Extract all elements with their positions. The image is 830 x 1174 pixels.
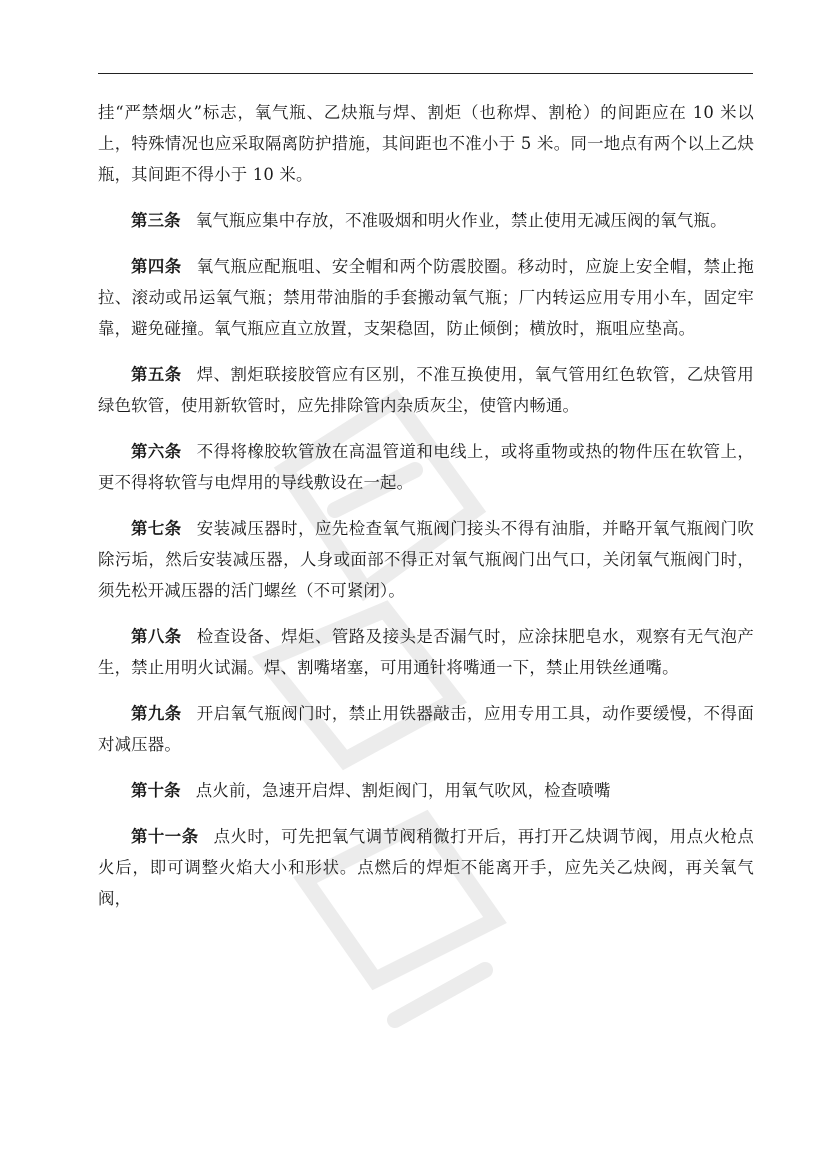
article-3: [98, 205, 754, 236]
article-7: [98, 513, 754, 606]
article-10: [98, 775, 754, 806]
article-text: 不得将橡胶软管放在高温管道和电线上，或将重物或热的物件压在软管上，更不得将软管与电焊用的导线敷设在一起。: [98, 442, 754, 492]
article-6: [98, 436, 754, 498]
article-text: 开启氧气瓶阀门时，禁止用铁器敲击，应用专用工具，动作要缓慢，不得面对减压器。: [98, 704, 754, 754]
article-text: 氧气瓶应配瓶咀、安全帽和两个防震胶圈。移动时，应旋上安全帽，禁止拖拉、滚动或吊运氧气瓶；禁用带油脂的手套搬动氧气瓶；厂内转运应用专用小车，固定牢靠，避免碰撞。氧气瓶应直立放置，支架稳固，防止倾倒；横放时，瓶咀应垫高。: [98, 257, 754, 338]
article-number: 第十条: [131, 781, 181, 800]
article-number: 第七条: [131, 519, 182, 538]
article-text: 安装减压器时，应先检查氧气瓶阀门接头不得有油脂，并略开氧气瓶阀门吹除污垢，然后安装减压器，人身或面部不得正对氧气瓶阀门出气口，关闭氧气瓶阀门时，须先松开减压器的活门螺丝（不可紧闭）。: [98, 519, 754, 600]
document-body: [98, 97, 754, 929]
article-number: 第五条: [131, 365, 182, 384]
article-text: 检查设备、焊炬、管路及接头是否漏气时，应涂抹肥皂水，观察有无气泡产生，禁止用明火试漏。焊、割嘴堵塞，可用通针将嘴通一下，禁止用铁丝通嘴。: [98, 627, 754, 677]
article-number: 第四条: [131, 257, 182, 276]
article-number: 第九条: [131, 704, 182, 723]
article-11: [98, 821, 754, 914]
article-9: [98, 698, 754, 760]
article-text: 点火前，急速开启焊、割炬阀门，用氧气吹风，检查喷嘴: [195, 781, 611, 800]
article-4: [98, 251, 754, 344]
article-number: 第八条: [131, 627, 182, 646]
article-number: 第十一条: [131, 827, 199, 846]
article-number: 第六条: [131, 442, 182, 461]
article-text: 氧气瓶应集中存放，不准吸烟和明火作业，禁止使用无减压阀的氧气瓶。: [195, 211, 727, 230]
article-text: 焊、割炬联接胶管应有区别，不准互换使用，氧气管用红色软管，乙炔管用绿色软管，使用新软管时，应先排除管内杂质灰尘，使管内畅通。: [98, 365, 754, 415]
article-number: 第三条: [131, 211, 181, 230]
article-text: 点火时，可先把氧气调节阀稍微打开后，再打开乙炔调节阀，用点火枪点火后，即可调整火焰大小和形状。点燃后的焊炬不能离开手，应先关乙炔阀，再关氧气阀，: [98, 827, 754, 908]
article-8: [98, 621, 754, 683]
header-rule: [98, 73, 753, 74]
article-5: [98, 359, 754, 421]
intro-paragraph: 挂“严禁烟火”标志，氧气瓶、乙炔瓶与焊、割炬（也称焊、割枪）的间距应在 10 米以上，特殊情况也应采取隔离防护措施，其间距也不准小于 5 米。同一地点有两个以上乙炔瓶，其间距不得小于 10 米。: [98, 103, 754, 184]
